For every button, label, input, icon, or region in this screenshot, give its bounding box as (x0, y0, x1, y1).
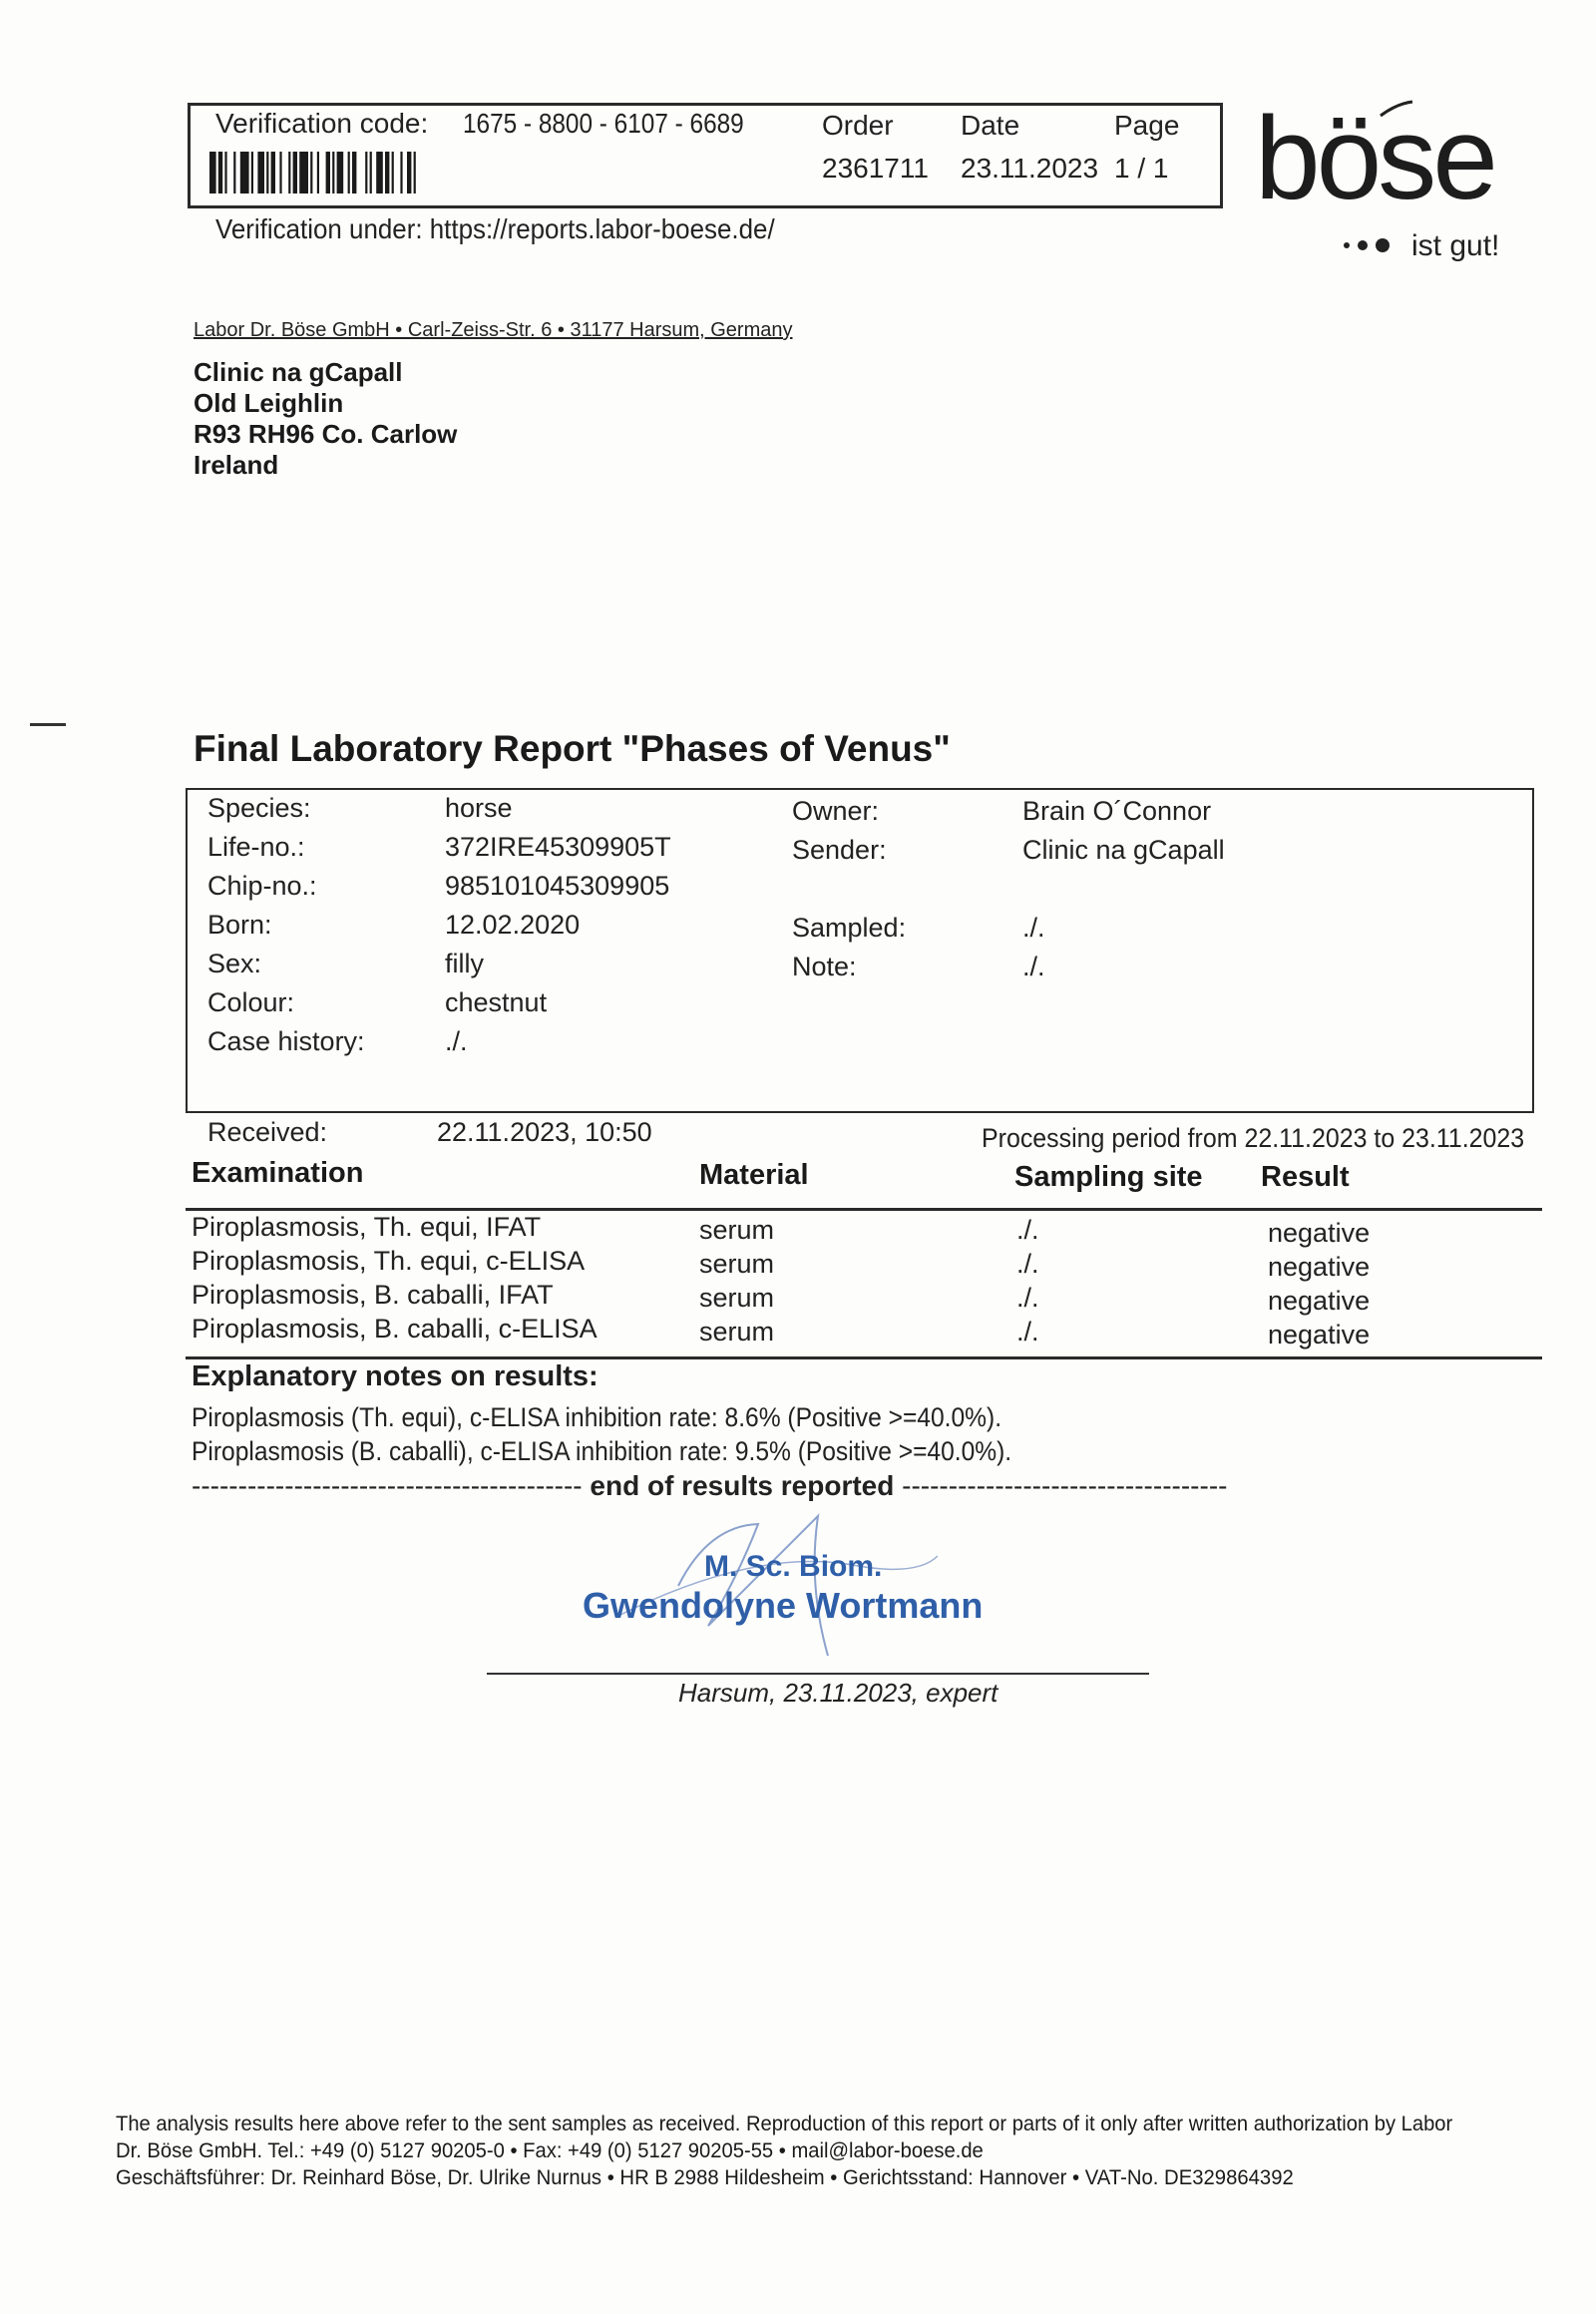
material-cell: serum (699, 1317, 775, 1347)
note-line-1: Piroplasmosis (Th. equi), c-ELISA inhibition rate: 8.6% (Positive >=40.0%). (192, 1402, 1002, 1432)
address-line-1: Clinic na gCapall (194, 357, 403, 387)
barcode-bar (299, 152, 308, 193)
note-value: ./. (1022, 952, 1045, 981)
site-cell: ./. (1016, 1249, 1039, 1279)
site-cell: ./. (1016, 1215, 1039, 1245)
processing-period: Processing period from 22.11.2023 to 23.11.2023 (982, 1123, 1525, 1153)
barcode-bar (266, 152, 268, 193)
sampled-label: Sampled: (792, 913, 907, 943)
species-label: Species: (207, 793, 311, 823)
received-value: 22.11.2023, 10:50 (437, 1117, 652, 1147)
born-value: 12.02.2020 (445, 910, 581, 940)
order-label: Order (822, 110, 894, 141)
chip-no-label: Chip-no.: (207, 871, 317, 901)
species-value: horse (445, 793, 513, 823)
table-bottom-rule (186, 1356, 1542, 1359)
verification-code-label: Verification code: (215, 108, 429, 139)
life-no-label: Life-no.: (207, 832, 305, 862)
verification-code-value: 1675 - 8800 - 6107 - 6689 (463, 108, 744, 139)
examination-cell: Piroplasmosis, Th. equi, IFAT (192, 1212, 542, 1242)
end-dashes-right: ----------------------------------- (902, 1470, 1228, 1501)
bose-logo: böse (1255, 93, 1494, 224)
barcode-bar (310, 152, 312, 193)
footer-line-1: The analysis results here above refer to the sent samples as received. Reproduction of this report or parts of it only after written authorization by Labor (116, 2113, 1453, 2135)
logo-dots-icon (1341, 235, 1400, 255)
examination-cell: Piroplasmosis, B. caballi, c-ELISA (192, 1314, 598, 1344)
examination-cell: Piroplasmosis, Th. equi, c-ELISA (192, 1246, 586, 1276)
notes-title: Explanatory notes on results: (192, 1360, 598, 1392)
address-line-3: R93 RH96 Co. Carlow (194, 419, 458, 449)
signature-stamp (559, 1506, 1077, 1676)
date-label: Date (961, 110, 1020, 141)
report-title: Final Laboratory Report "Phases of Venus" (194, 728, 951, 769)
barcode-bar (370, 152, 372, 193)
sender-label: Sender: (792, 835, 887, 865)
result-cell: negative (1268, 1252, 1371, 1282)
barcode-bar (317, 152, 319, 193)
logo-tagline: ist gut! (1411, 229, 1500, 262)
barcode-bar (326, 152, 330, 193)
barcode-bar (337, 152, 344, 193)
end-dashes-left: ------------------------------------------ (192, 1470, 583, 1501)
barcode-bar (240, 152, 249, 193)
barcode-bar (288, 152, 290, 193)
received-label: Received: (207, 1117, 328, 1147)
owner-value: Brain O´Connor (1022, 796, 1212, 826)
verification-url: Verification under: https://reports.labor-boese.de/ (215, 213, 775, 244)
signature-caption: Harsum, 23.11.2023, expert (678, 1678, 998, 1708)
barcode-bar (348, 152, 350, 193)
material-cell: serum (699, 1249, 775, 1279)
date-value: 23.11.2023 (961, 153, 1099, 184)
material-cell: serum (699, 1215, 775, 1245)
signature-rule (487, 1673, 1149, 1675)
sex-label: Sex: (207, 949, 262, 978)
barcode-bar (407, 152, 411, 193)
barcode-bar (365, 152, 367, 193)
barcode-bar (257, 152, 264, 193)
result-cell: negative (1268, 1218, 1371, 1248)
site-cell: ./. (1016, 1317, 1039, 1347)
note-line-2: Piroplasmosis (B. caballi), c-ELISA inhibition rate: 9.5% (Positive >=40.0%). (192, 1436, 1012, 1466)
page-label: Page (1114, 110, 1180, 141)
result-cell: negative (1268, 1320, 1371, 1350)
life-no-value: 372IRE45309905T (445, 832, 671, 862)
barcode-bar (224, 152, 226, 193)
header-material: Material (699, 1159, 809, 1191)
examination-cell: Piroplasmosis, B. caballi, IFAT (192, 1280, 554, 1310)
barcode-bar (233, 152, 235, 193)
barcode-bar (279, 152, 281, 193)
footer-line-2: Dr. Böse GmbH. Tel.: +49 (0) 5127 90205-0 • Fax: +49 (0) 5127 90205-55 • mail@labor-boese.de (116, 2139, 984, 2162)
note-label: Note: (792, 952, 857, 981)
sender-return-address: Labor Dr. Böse GmbH • Carl-Zeiss-Str. 6 • 31177 Harsum, Germany (194, 319, 793, 341)
sender-value: Clinic na gCapall (1022, 835, 1225, 865)
barcode-bar (376, 152, 383, 193)
colour-label: Colour: (207, 987, 295, 1017)
barcode-bar (293, 152, 297, 193)
site-cell: ./. (1016, 1283, 1039, 1313)
result-cell: negative (1268, 1286, 1371, 1316)
chip-no-value: 985101045309905 (445, 871, 670, 901)
end-of-results-text: end of results reported (590, 1470, 895, 1501)
case-history-label: Case history: (207, 1026, 365, 1056)
logo-arc-icon (1337, 100, 1416, 124)
barcode-bar (385, 152, 389, 193)
colour-value: chestnut (445, 987, 548, 1017)
barcode-bar (218, 152, 222, 193)
case-history-value: ./. (445, 1026, 468, 1056)
sampled-value: ./. (1022, 913, 1045, 943)
page-value: 1 / 1 (1114, 153, 1169, 184)
fold-mark (30, 723, 66, 726)
barcode-bar (271, 152, 275, 193)
barcode-bar (251, 152, 253, 193)
address-line-4: Ireland (194, 450, 279, 480)
barcode-bar (209, 152, 216, 193)
material-cell: serum (699, 1283, 775, 1313)
address-line-2: Old Leighlin (194, 388, 344, 418)
barcode-bar (392, 152, 394, 193)
header-sampling-site: Sampling site (1014, 1161, 1203, 1193)
order-value: 2361711 (822, 153, 929, 184)
header-result: Result (1261, 1161, 1350, 1193)
header-examination: Examination (192, 1157, 364, 1189)
owner-label: Owner: (792, 796, 880, 826)
barcode-bar (414, 152, 416, 193)
barcode-bar (332, 152, 334, 193)
footer-line-3: Geschäftsführer: Dr. Reinhard Böse, Dr. Ulrike Nurnus • HR B 2988 Hildesheim • Gerichtsstand: Hannover • VAT-No. DE329864392 (116, 2166, 1294, 2189)
signature-name: Gwendolyne Wortmann (583, 1585, 984, 1626)
signature-title: M. Sc. Biom. (704, 1550, 883, 1583)
sex-value: filly (445, 949, 484, 978)
table-header-rule (186, 1208, 1542, 1211)
barcode-bar (352, 152, 356, 193)
end-of-results-line (192, 1470, 1227, 1502)
born-label: Born: (207, 910, 272, 940)
barcode-image (209, 152, 549, 193)
barcode-bar (400, 152, 402, 193)
